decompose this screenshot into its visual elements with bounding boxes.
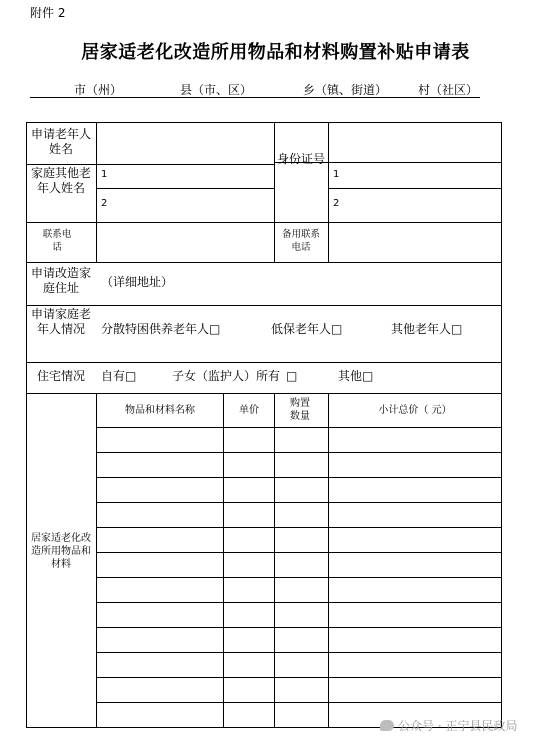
option-low-income-label: 低保老年人 <box>271 322 332 336</box>
option-own[interactable] <box>101 369 136 384</box>
option-own-label: 自有 <box>101 369 126 383</box>
option-low-income[interactable] <box>271 322 342 337</box>
backup-phone-label: 备用联系电话 <box>281 229 320 253</box>
option-scattered-label: 分散特困供养老年人 <box>101 322 210 336</box>
wechat-icon <box>380 720 394 731</box>
other-elder-num-1: 1 <box>101 169 108 180</box>
watermark <box>380 717 517 734</box>
home-address-label: 申请改造家庭住址 <box>30 266 91 295</box>
watermark-text: 公众号 · 正宁县民政局 <box>398 719 518 733</box>
option-scattered[interactable] <box>101 322 220 337</box>
checkbox-icon[interactable]: □ <box>209 322 221 336</box>
village-label: 村（社区） <box>418 83 479 97</box>
housing-label: 住宅情况 <box>36 369 85 383</box>
applicant-name-label: 申请老年人姓名 <box>30 127 91 156</box>
col-qty-header: 购置数量 <box>290 398 310 422</box>
option-other-label: 其他 <box>338 369 363 383</box>
col-item-header: 物品和材料名称 <box>125 405 195 416</box>
option-children[interactable] <box>172 369 297 384</box>
attachment-label: 附件 2 <box>30 6 66 20</box>
checkbox-icon[interactable]: □ <box>286 369 298 383</box>
other-elder-num-2: 2 <box>101 198 108 209</box>
option-children-label: 子女（监护人）所有 <box>172 369 281 383</box>
id-num-1: 1 <box>333 169 340 180</box>
county-label: 县（市、区） <box>180 83 253 97</box>
address-hint: （详细地址） <box>101 275 174 289</box>
checkbox-icon[interactable]: □ <box>331 322 343 336</box>
city-label: 市（州） <box>74 83 123 97</box>
materials-label: 居家适老化改造所用物品和材料 <box>31 533 91 570</box>
id-num-2: 2 <box>333 198 340 209</box>
id-number-label: 身份证号 <box>276 152 325 166</box>
form-title: 居家适老化改造所用物品和材料购置补贴申请表 <box>81 42 470 63</box>
elder-situation-label: 申请家庭老年人情况 <box>30 307 91 336</box>
contact-phone-label: 联系电话 <box>42 229 72 253</box>
checkbox-icon[interactable]: □ <box>362 369 374 383</box>
option-other-elder-label: 其他老年人 <box>391 322 452 336</box>
option-other-elder[interactable] <box>391 322 462 337</box>
option-other[interactable] <box>338 369 373 384</box>
checkbox-icon[interactable]: □ <box>125 369 137 383</box>
other-elders-label: 家庭其他老年人姓名 <box>30 166 91 195</box>
col-total-header: 小计总价（ 元） <box>378 405 452 416</box>
checkbox-icon[interactable]: □ <box>451 322 463 336</box>
col-price-header: 单价 <box>239 405 259 416</box>
township-label: 乡（镇、街道） <box>303 83 388 97</box>
